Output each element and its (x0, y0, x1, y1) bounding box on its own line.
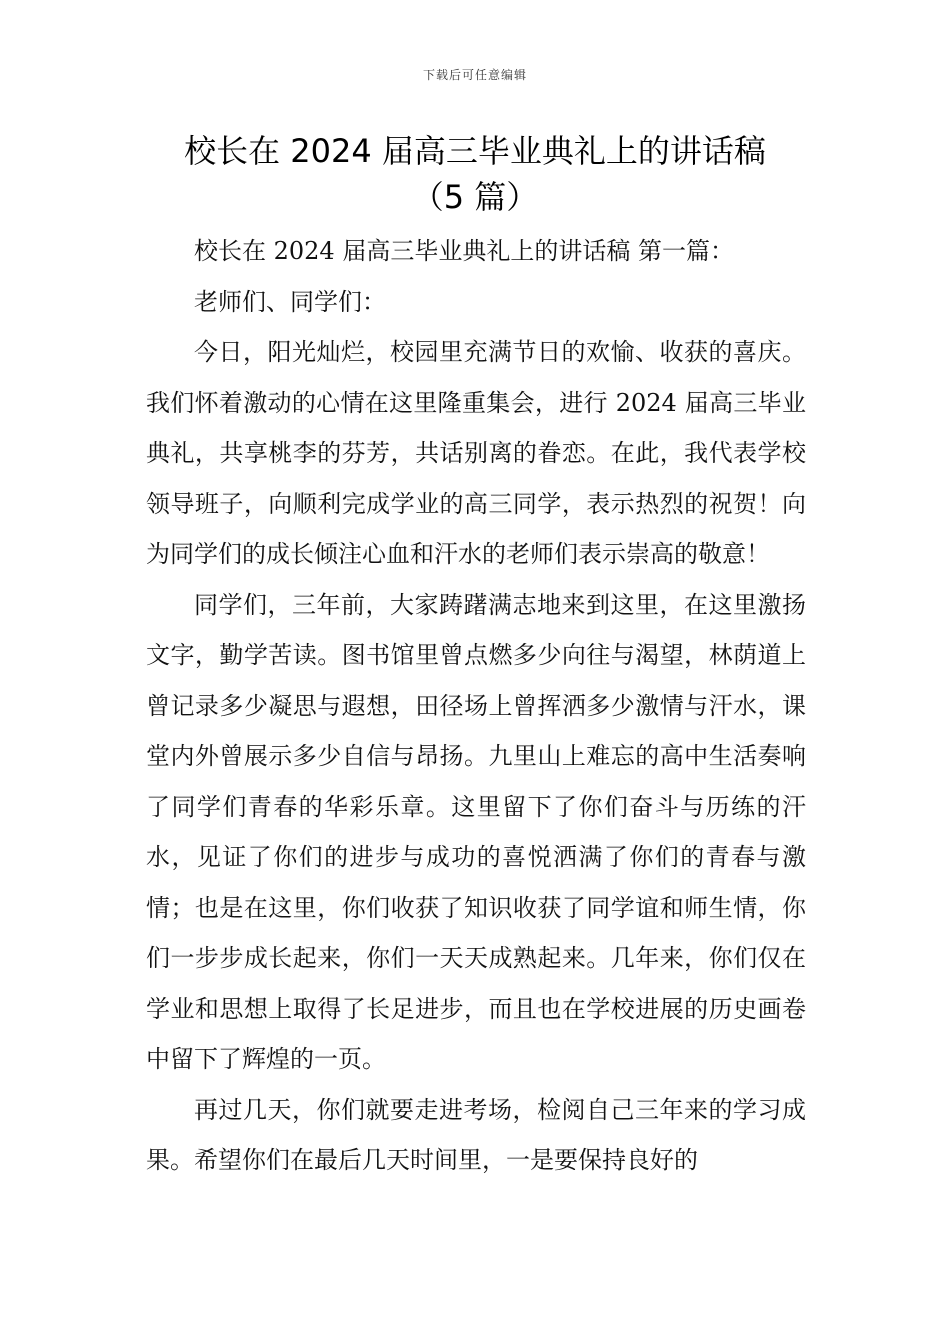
header-note: 下载后可任意编辑 (422, 68, 527, 82)
paragraph-1: 今日，阳光灿烂，校园里充满节日的欢愉、收获的喜庆。我们怀着激动的心情在这里隆重集会，进行 2024 届高三毕业典礼，共享桃李的芬芳，共话别离的眷恋。在此，我代表学校领导班子，向顺利完成学业的高三同学，表示热烈的祝贺！向为同学们的成长倾注心血和汗水的老师们表示崇高的敬意！ (146, 338, 806, 568)
title-line-1: 校长在 2024 届高三毕业典礼上的讲话稿 (184, 132, 766, 170)
title-line-2: （5 篇） (411, 178, 539, 216)
paragraph-2: 同学们，三年前，大家踌躇满志地来到这里，在这里激扬文字，勤学苦读。图书馆里曾点燃多少向往与渴望，林荫道上曾记录多少凝思与遐想，田径场上曾挥洒多少激情与汗水，课堂内外曾展示多少自信与昂扬。九里山上难忘的高中生活奏响了同学们青春的华彩乐章。这里留下了你们奋斗与历练的汗水，见证了你们的进步与成功的喜悦洒满了你们的青春与激情；也是在这里，你们收获了知识收获了同学谊和师生情，你们一步步成长起来，你们一天天成熟起来。几年来，你们仅在学业和思想上取得了长足进步，而且也在学校进展的历史画卷中留下了辉煌的一页。 (146, 590, 806, 1073)
salutation: 老师们、同学们： (194, 287, 386, 316)
document-body (146, 226, 806, 1186)
section-heading: 校长在 2024 届高三毕业典礼上的讲话稿 第一篇： (194, 237, 734, 265)
document-title (100, 128, 850, 220)
paragraph-3: 再过几天，你们就要走进考场，检阅自己三年来的学习成果。希望你们在最后几天时间里，一是要保持良好的 (146, 1095, 806, 1174)
